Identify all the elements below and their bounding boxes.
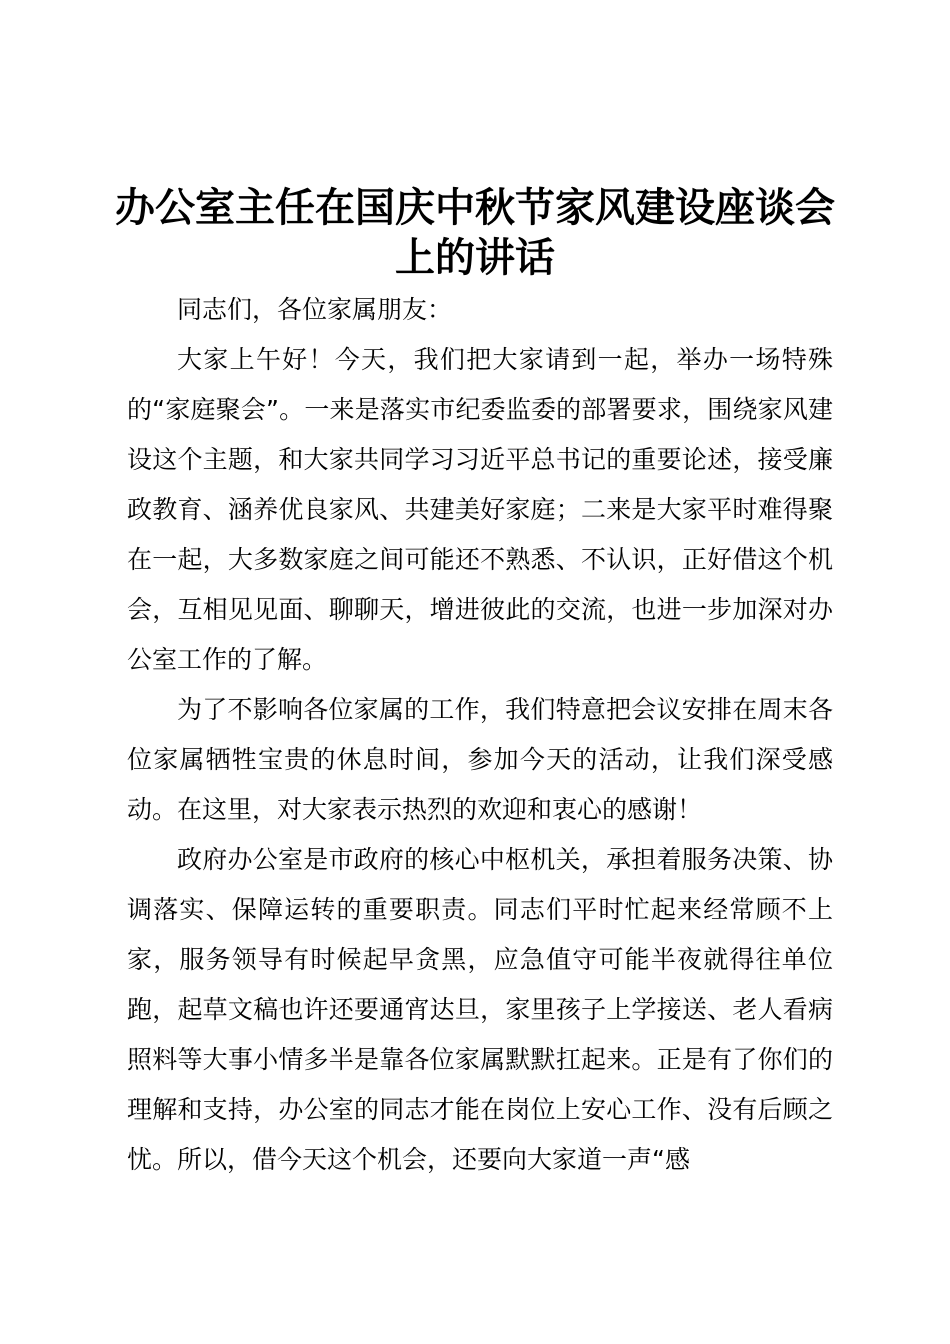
paragraph-thanks: 为了不影响各位家属的工作，我们特意把会议安排在周末各位家属牺牲宝贵的休息时间，参加今天的活动，让我们深受感动。在这里，对大家表示热烈的欢迎和衷心的感谢！ — [127, 695, 833, 824]
paragraph-opening: 大家上午好！今天，我们把大家请到一起，举办一场特殊的“家庭聚会”。一来是落实市纪委监委的部署要求，围绕家风建设这个主题，和大家共同学习习近平总书记的重要论述，接受廉政教育、涵养优良家风、共建美好家庭；二来是大家平时难得聚在一起，大多数家庭之间可能还不熟悉、不认识，正好借这个机会，互相见见面、聊聊天，增进彼此的交流，也进一步加深对办公室工作的了解。 — [127, 345, 833, 674]
document-title: 办公室主任在国庆中秋节家风建设座谈会上的讲话 — [115, 184, 835, 281]
paragraph-office-duties: 政府办公室是市政府的核心中枢机关，承担着服务决策、协调落实、保障运转的重要职责。同志们平时忙起来经常顾不上家，服务领导有时候起早贪黑，应急值守可能半夜就得往单位跑，起草文稿也许还要通宵达旦，家里孩子上学接送、老人看病照料等大事小情多半是靠各位家属默默扛起来。正是有了你们的理解和支持，办公室的同志才能在岗位上安心工作、没有后顾之忧。所以，借今天这个机会，还要向大家道一声“感 — [127, 845, 833, 1174]
paragraph-greeting: 同志们，各位家属朋友： — [177, 295, 453, 324]
document-body — [127, 285, 833, 1185]
